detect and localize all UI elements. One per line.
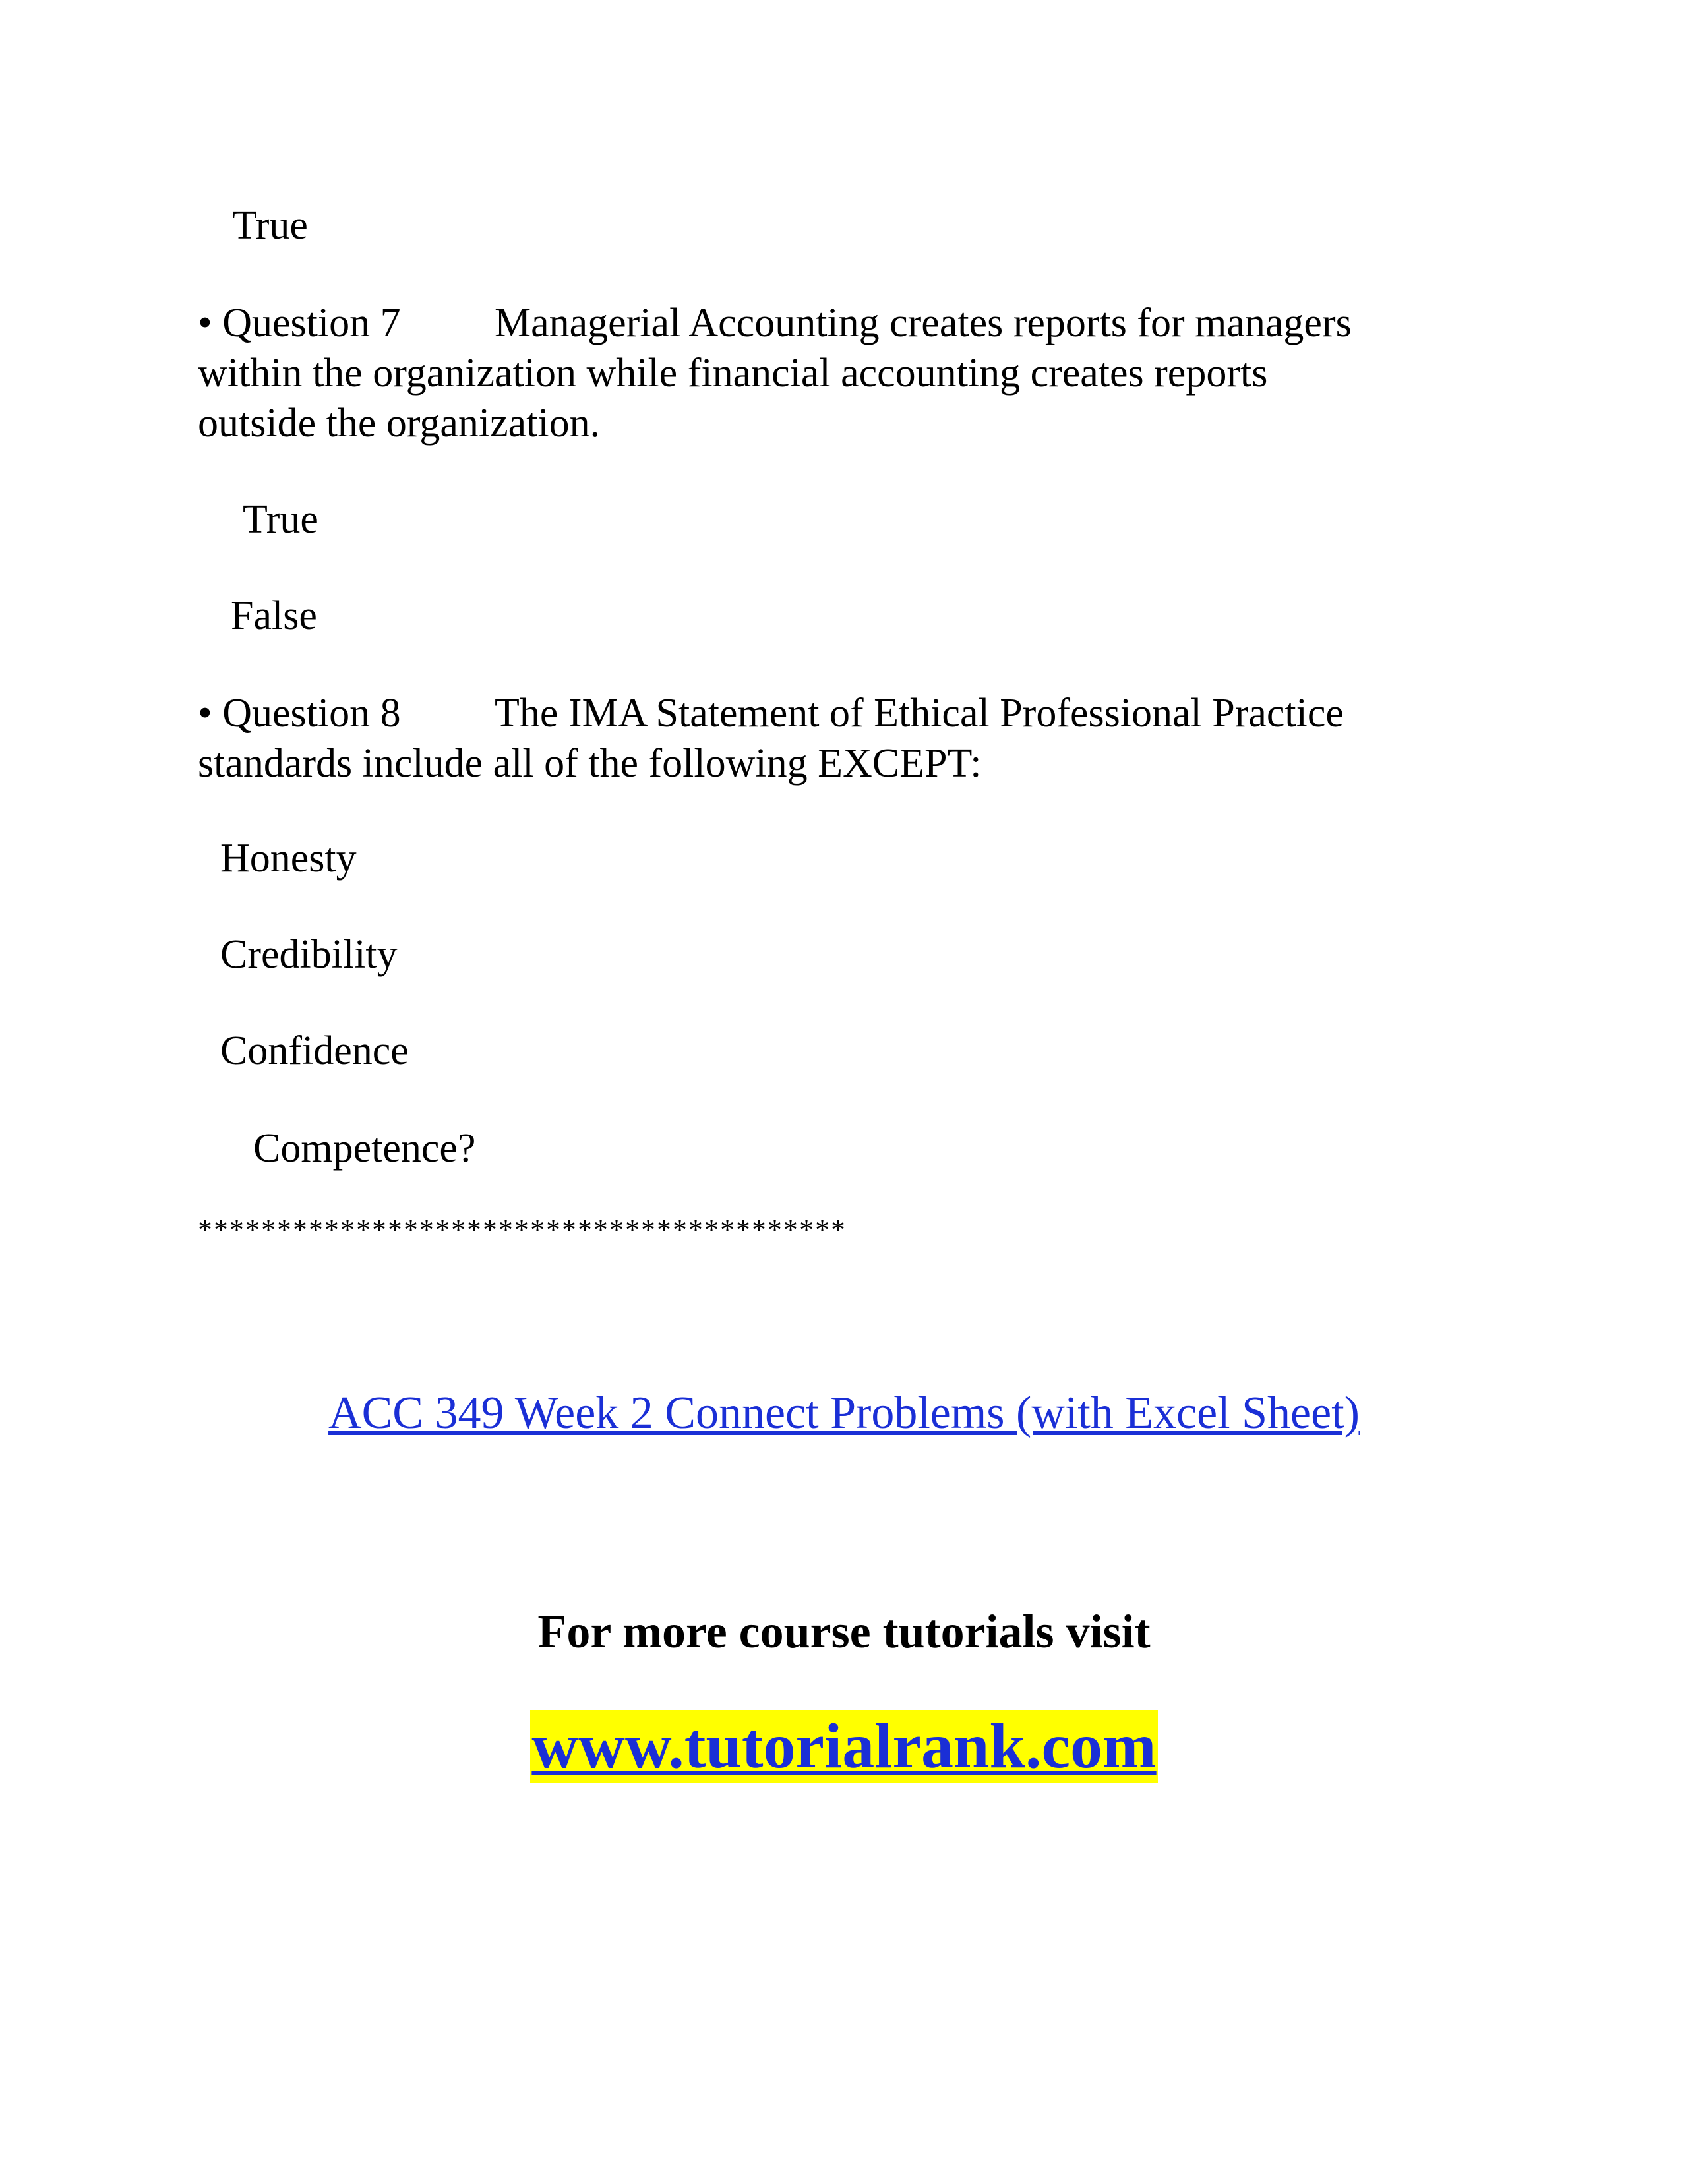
- question-8-option-competence[interactable]: Competence?: [253, 1126, 476, 1171]
- site-link-wrapper: [0, 1710, 1688, 1783]
- question-8-option-credibility[interactable]: Credibility: [220, 932, 398, 977]
- question-7-option-true[interactable]: True: [243, 497, 318, 542]
- question-7-text-line1: Managerial Accounting creates reports for managers: [495, 301, 1352, 345]
- question-7-text-line3: outside the organization.: [198, 401, 601, 446]
- question-8-option-confidence[interactable]: Confidence: [220, 1028, 409, 1073]
- question-8-label: • Question 8: [198, 691, 401, 736]
- question-8-option-honesty[interactable]: Honesty: [220, 836, 357, 881]
- question-7-text-line2: within the organization while financial accounting creates reports: [198, 351, 1268, 396]
- answer-true-q6: True: [232, 203, 308, 248]
- separator-asterisks: *****************************************: [198, 1214, 847, 1246]
- question-8-text-line2: standards include all of the following EXCEPT:: [198, 741, 982, 786]
- acc-349-week-2-link[interactable]: ACC 349 Week 2 Connect Problems (with Excel Sheet): [328, 1388, 1360, 1438]
- question-7-option-false[interactable]: False: [231, 593, 317, 638]
- tutorialrank-link[interactable]: www.tutorialrank.com: [531, 1711, 1157, 1782]
- visit-heading: For more course tutorials visit: [537, 1605, 1151, 1658]
- question-8-text-line1: The IMA Statement of Ethical Professional Practice: [495, 691, 1344, 736]
- question-7-label: • Question 7: [198, 301, 401, 345]
- question-7: [198, 298, 1490, 448]
- question-8: [198, 688, 1490, 788]
